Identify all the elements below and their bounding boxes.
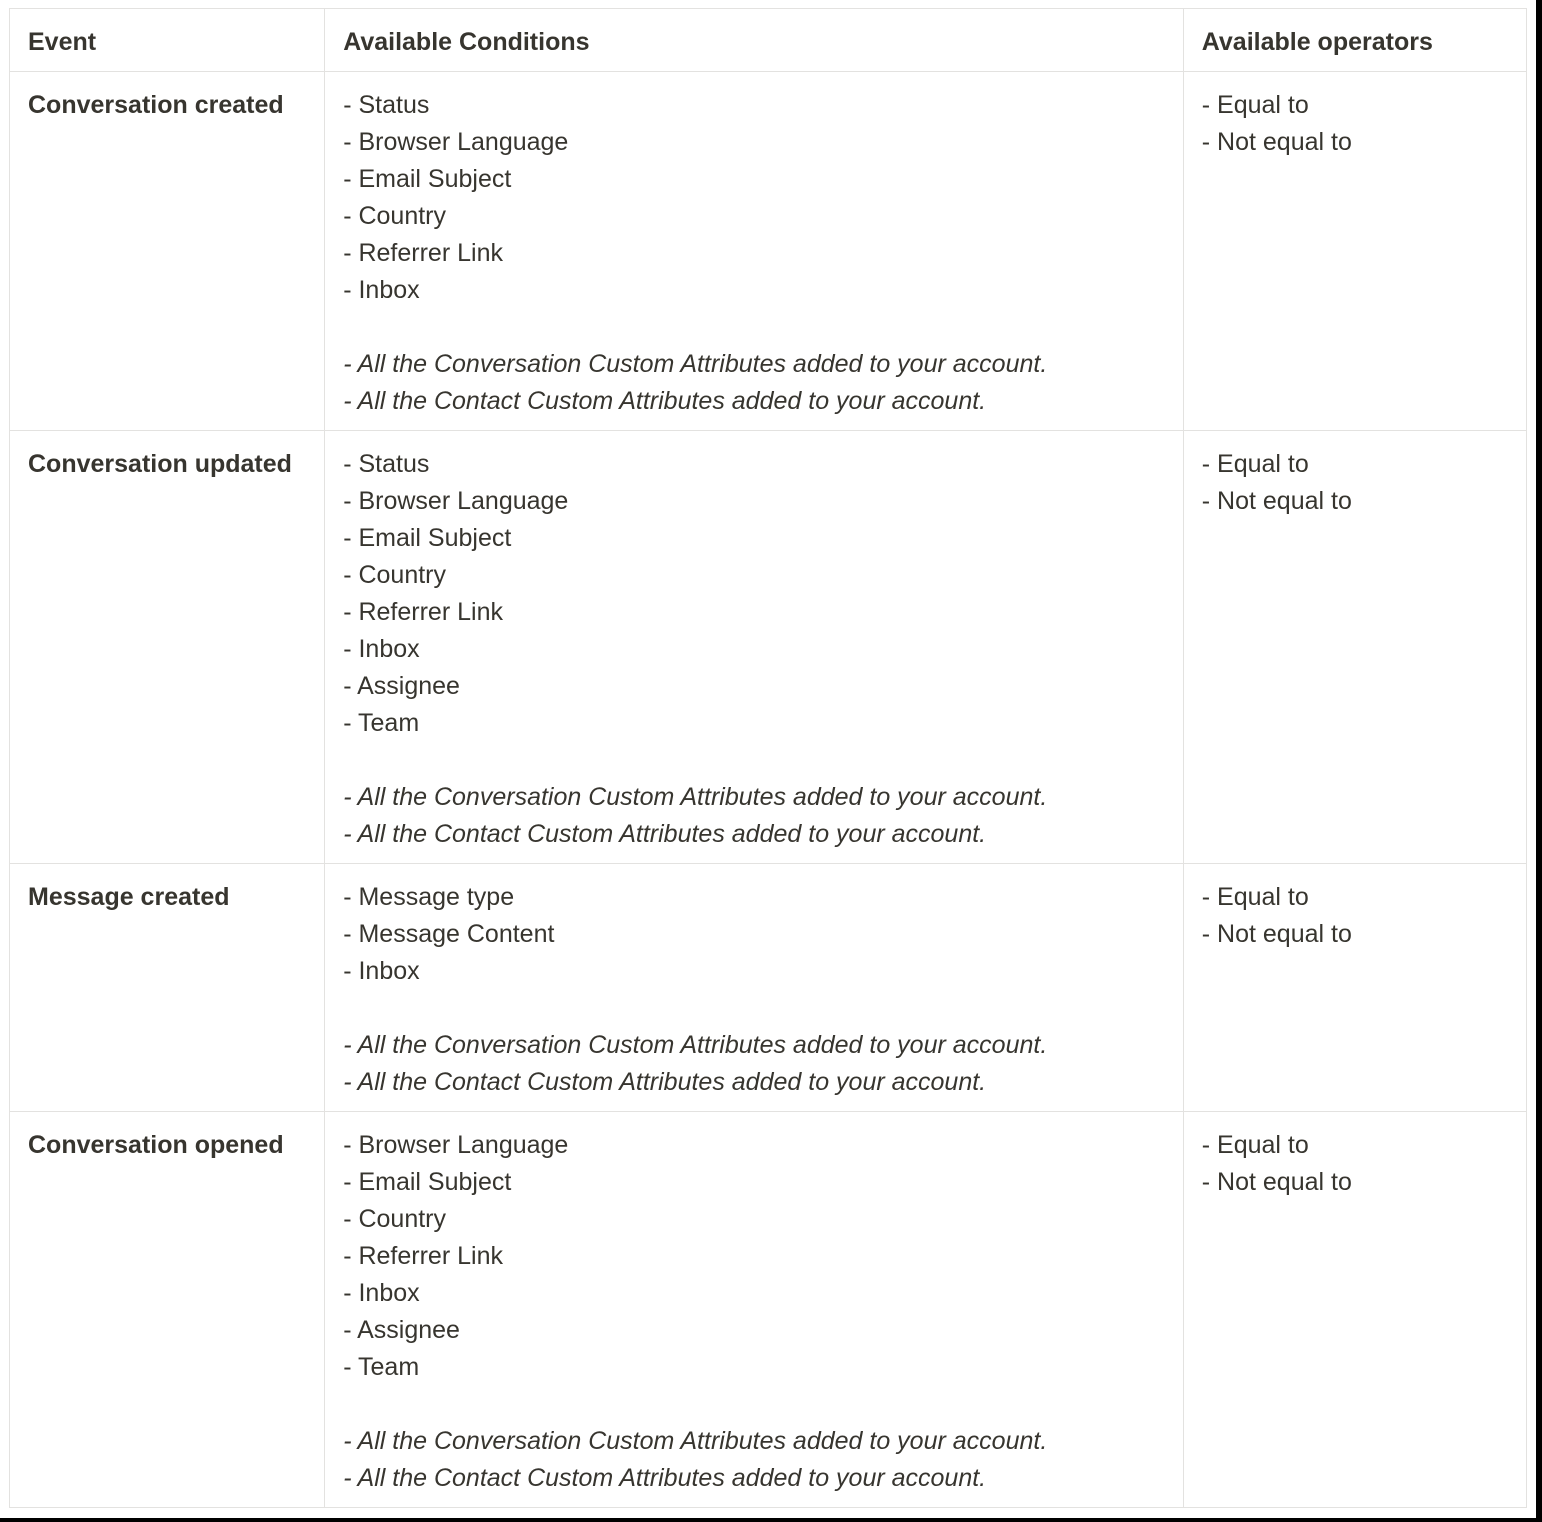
table-row	[10, 864, 1527, 1112]
table-row	[10, 1112, 1527, 1508]
event-name: Conversation created	[28, 91, 284, 119]
condition-item: - Email Subject	[343, 1168, 512, 1196]
event-name: Conversation opened	[28, 1131, 284, 1159]
event-name: Conversation updated	[28, 450, 292, 478]
condition-item: - Country	[343, 202, 447, 230]
custom-attribute-note: - All the Conversation Custom Attributes added to your account.	[343, 783, 1048, 811]
condition-item: - Country	[343, 1205, 447, 1233]
operator-item: - Equal to	[1201, 1131, 1309, 1159]
event-cell	[10, 864, 325, 1112]
condition-item: - Inbox	[343, 635, 420, 663]
table-row	[10, 431, 1527, 864]
conditions-cell	[325, 72, 1184, 431]
operator-item: - Not equal to	[1201, 920, 1352, 948]
condition-item: - Message Content	[343, 920, 555, 948]
spacer	[343, 990, 1165, 1027]
spacer	[343, 1386, 1165, 1423]
event-cell	[10, 431, 325, 864]
custom-attribute-note: - All the Contact Custom Attributes added to your account.	[343, 387, 987, 415]
condition-item: - Country	[343, 561, 447, 589]
conditions-cell	[325, 1112, 1184, 1508]
custom-attribute-note: - All the Contact Custom Attributes added to your account.	[343, 1068, 987, 1096]
screenshot-edge-right	[1536, 0, 1542, 1522]
table-header-row	[10, 9, 1527, 72]
conditions-cell	[325, 431, 1184, 864]
operators-cell	[1183, 431, 1526, 864]
condition-item: - Browser Language	[343, 1131, 569, 1159]
condition-item: - Status	[343, 450, 430, 478]
spacer	[343, 742, 1165, 779]
condition-item: - Browser Language	[343, 128, 569, 156]
custom-attribute-note: - All the Conversation Custom Attributes added to your account.	[343, 1427, 1048, 1455]
custom-attribute-note: - All the Contact Custom Attributes added to your account.	[343, 820, 987, 848]
condition-item: - Referrer Link	[343, 1242, 503, 1270]
event-cell	[10, 72, 325, 431]
event-cell	[10, 1112, 325, 1508]
operator-item: - Not equal to	[1201, 128, 1352, 156]
custom-attribute-note: - All the Contact Custom Attributes added to your account.	[343, 1464, 987, 1492]
custom-attribute-note: - All the Conversation Custom Attributes added to your account.	[343, 350, 1048, 378]
header-available-operators: Available operators	[1183, 9, 1526, 72]
condition-item: - Email Subject	[343, 165, 512, 193]
condition-item: - Inbox	[343, 1279, 420, 1307]
condition-item: - Team	[343, 1353, 420, 1381]
operator-item: - Not equal to	[1201, 487, 1352, 515]
condition-item: - Status	[343, 91, 430, 119]
operator-item: - Equal to	[1201, 883, 1309, 911]
condition-item: - Inbox	[343, 276, 420, 304]
condition-item: - Browser Language	[343, 487, 569, 515]
event-name: Message created	[28, 883, 230, 911]
header-event: Event	[10, 9, 325, 72]
custom-attribute-note: - All the Conversation Custom Attributes added to your account.	[343, 1031, 1048, 1059]
condition-item: - Inbox	[343, 957, 420, 985]
screenshot-edge-bottom	[0, 1518, 1542, 1522]
condition-item: - Team	[343, 709, 420, 737]
operator-item: - Not equal to	[1201, 1168, 1352, 1196]
operator-item: - Equal to	[1201, 91, 1309, 119]
operators-cell	[1183, 864, 1526, 1112]
header-available-conditions: Available Conditions	[325, 9, 1184, 72]
operator-item: - Equal to	[1201, 450, 1309, 478]
automation-events-table	[9, 8, 1527, 1508]
spacer	[343, 309, 1165, 346]
table-row	[10, 72, 1527, 431]
condition-item: - Assignee	[343, 1316, 460, 1344]
condition-item: - Email Subject	[343, 524, 512, 552]
conditions-cell	[325, 864, 1184, 1112]
condition-item: - Referrer Link	[343, 239, 503, 267]
operators-cell	[1183, 72, 1526, 431]
condition-item: - Message type	[343, 883, 515, 911]
operators-cell	[1183, 1112, 1526, 1508]
condition-item: - Assignee	[343, 672, 460, 700]
condition-item: - Referrer Link	[343, 598, 503, 626]
